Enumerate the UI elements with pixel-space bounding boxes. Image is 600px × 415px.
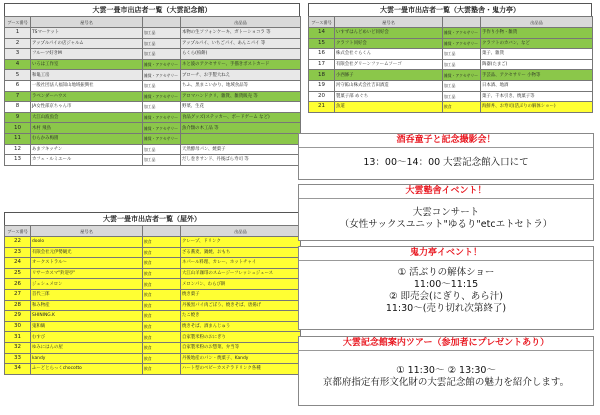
genre-cell: 飲食 <box>143 279 181 290</box>
genre-cell: 加工品 <box>443 59 481 70</box>
vendor-name-cell: 首代三郎 <box>31 289 143 300</box>
item-cell: 自家製米粉のおにぎり <box>181 332 301 343</box>
table-row <box>309 70 593 81</box>
event-line: 京都府指定有形文化財の大雲記念館の魅力を紹介します。 <box>322 377 570 388</box>
item-cell: 自家製米粉のお惣菜、弁当等 <box>181 342 301 353</box>
header-genre <box>143 226 181 237</box>
event-line: 11:00～11:15 <box>413 279 479 290</box>
vendor-name-cell: むすび <box>31 332 143 343</box>
vendor-name-cell: doolo <box>31 237 143 248</box>
genre-cell: 飲食 <box>143 332 181 343</box>
booth-number-cell: 4 <box>5 59 31 70</box>
genre-cell: 雑貨・アクセサリー <box>143 70 181 81</box>
table-row <box>309 91 593 102</box>
genre-cell: 雑貨・アクセサリー <box>143 112 181 123</box>
item-cell: ハート型のベビーカステラドリンク各種 <box>181 364 301 375</box>
item-cell: 本物の生ソフォンケーキ、ガトーショコラ 等 <box>181 28 301 39</box>
table-row <box>5 80 301 91</box>
table-row <box>5 144 301 155</box>
genre-cell: 飲食 <box>143 268 181 279</box>
vendor-name-cell: フルーツ好きM <box>31 49 143 60</box>
genre-cell: 加工品 <box>143 102 181 113</box>
genre-cell: 飲食 <box>143 311 181 322</box>
event-body <box>299 199 593 231</box>
booth-number-cell: 1 <box>5 28 31 39</box>
vendor-table <box>4 16 301 166</box>
genre-cell: 加工品 <box>443 80 481 91</box>
table-title: 大雲一畳市出店者一覧（屋外） <box>4 212 300 225</box>
vendor-name-cell: 和み物産 <box>31 300 143 311</box>
booth-number-cell: 16 <box>309 49 335 60</box>
vendor-name-cell: クラフト同好会 <box>335 38 443 49</box>
vendor-name-cell: アップルパイの店ジャルム <box>31 38 143 49</box>
vendor-table <box>308 16 593 113</box>
table-title: 大雲一畳市出店者一覧（大雲塾舎・鬼力亭） <box>308 3 592 16</box>
table-row <box>5 247 301 258</box>
table-row <box>5 332 301 343</box>
item-cell: ネパール料理、カレー、ホットチャイ <box>181 258 301 269</box>
table-row <box>5 70 301 81</box>
genre-cell: 飲食 <box>143 300 181 311</box>
event-line: ② 即売会(にぎり、あら汁) <box>389 291 503 302</box>
genre-cell: 加工品 <box>143 28 181 39</box>
genre-cell: 飲食 <box>143 237 181 248</box>
booth-number-cell: 18 <box>309 70 335 81</box>
item-cell: 陶器(たまご) <box>481 59 593 70</box>
item-cell: 大江山羊珈琲のスムージーフレッシュジュース <box>181 268 301 279</box>
item-cell: 手芸品、アクセサリー 小物等 <box>481 70 593 81</box>
table-row <box>5 258 301 269</box>
table-row <box>5 155 301 166</box>
item-cell: メロンパン、わらび餅 <box>181 279 301 290</box>
vendor-name-cell: kandy <box>31 353 143 364</box>
booth-number-cell: 23 <box>5 247 31 258</box>
item-cell: だし巻きサンド、丹後ばら寿司 等 <box>181 155 301 166</box>
event-line: ① 活ぶりの解体ショー <box>397 267 495 278</box>
booth-number-cell: 24 <box>5 258 31 269</box>
vendor-name-cell: 木村 飛鳥 <box>31 123 143 134</box>
header-name: 屋号名 <box>31 17 143 28</box>
event-body <box>299 351 593 389</box>
vendor-table-jukusha <box>308 3 592 113</box>
booth-number-cell: 32 <box>5 342 31 353</box>
booth-number-cell: 22 <box>5 237 31 248</box>
booth-number-cell: 9 <box>5 112 31 123</box>
genre-cell: 飲食 <box>143 289 181 300</box>
booth-number-cell: 28 <box>5 300 31 311</box>
table-row <box>5 123 301 134</box>
genre-cell: 加工品 <box>143 38 181 49</box>
vendor-name-cell: 魚道 <box>335 102 443 113</box>
item-cell: ちふ、黒まこいかり、地域食品等 <box>181 80 301 91</box>
vendor-name-cell: ラベンダーハウス <box>31 91 143 102</box>
vendor-name-cell: リサーカスマ"鈴迎亭" <box>31 268 143 279</box>
vendor-name-cell: あまフキッチン <box>31 144 143 155</box>
event-kirikitei <box>298 246 594 330</box>
vendor-name-cell: 株式会社ぐらくん <box>335 49 443 60</box>
vendor-name-cell: 小西修子 <box>335 70 443 81</box>
item-cell: ざる蕎麦、鍋焼、おもち <box>181 247 301 258</box>
item-cell <box>181 133 301 144</box>
header-item: 出品品 <box>181 226 301 237</box>
vendor-name-cell: 和亀工房 <box>31 70 143 81</box>
vendor-name-cell: 有限会社グリーンファームソーゴ <box>335 59 443 70</box>
vendor-name-cell: むらかみ梅園 <box>31 133 143 144</box>
table-row <box>309 38 593 49</box>
table-title: 大雲一畳市出店者一覧（大雲記念館） <box>4 3 300 16</box>
table-row <box>5 49 301 60</box>
genre-cell: 飲食 <box>143 258 181 269</box>
vendor-name-cell: ふーどとらっくchocotto <box>31 364 143 375</box>
header-item: 出品品 <box>481 17 593 28</box>
booth-number-cell: 5 <box>5 70 31 81</box>
event-photo-session <box>298 133 594 180</box>
vendor-name-cell: いろは工作室 <box>31 59 143 70</box>
item-cell: 焼き菓子 <box>181 289 301 300</box>
vendor-name-cell: 製菓子部 めぐち <box>335 91 443 102</box>
event-line: 大雲コンサート <box>412 207 480 218</box>
event-title: 鬼力亭イベント！ <box>299 247 593 261</box>
item-cell: 丹後地産のパン・焼菓子、Kandy <box>181 353 301 364</box>
booth-number-cell: 34 <box>5 364 31 375</box>
header-item: 出品品 <box>181 17 301 28</box>
booth-number-cell: 2 <box>5 38 31 49</box>
vendor-name-cell: 大江山波魚会 <box>31 112 143 123</box>
vendor-name-cell: ジュシュメロン <box>31 279 143 290</box>
table-row <box>309 28 593 39</box>
table-row <box>309 80 593 91</box>
genre-cell: 加工品 <box>143 49 181 60</box>
genre-cell: 飲食 <box>143 353 181 364</box>
event-title: 酒呑童子と記念撮影会！ <box>299 134 593 148</box>
booth-number-cell: 21 <box>309 102 335 113</box>
booth-number-cell: 12 <box>5 144 31 155</box>
header-genre <box>443 17 481 28</box>
booth-number-cell: 7 <box>5 91 31 102</box>
booth-number-cell: 11 <box>5 133 31 144</box>
item-cell: アップルパイ、いちごパイ、あんこパイ 等 <box>181 38 301 49</box>
event-title: 大雲塾舎イベント！ <box>299 185 593 199</box>
vendor-name-cell: オークストラル〜 <box>31 258 143 269</box>
item-cell: 天然酵母パン、焼菓子 <box>181 144 301 155</box>
genre-cell: 加工品 <box>443 91 481 102</box>
table-row <box>5 268 301 279</box>
booth-number-cell: 26 <box>5 279 31 290</box>
booth-number-cell: 30 <box>5 321 31 332</box>
genre-cell: 雑貨・アクセサリー <box>143 59 181 70</box>
table-row <box>309 59 593 70</box>
event-body <box>299 148 593 169</box>
item-cell: ブローチ、お手製大ねえ <box>181 70 301 81</box>
table-row <box>5 237 301 248</box>
event-line: 11:30～(売り切れ次第終了) <box>385 303 507 314</box>
booth-number-cell: 10 <box>5 123 31 134</box>
genre-cell: 雑貨・アクセサリー <box>143 133 181 144</box>
genre-cell: 雑貨・アクセサリー <box>143 123 181 134</box>
booth-number-cell: 15 <box>309 38 335 49</box>
table-row <box>5 59 301 70</box>
vendor-name-cell: TSマーケット <box>31 28 143 39</box>
table-row <box>5 311 301 322</box>
genre-cell: 飲食 <box>143 321 181 332</box>
table-row <box>5 353 301 364</box>
item-cell: 食品グッズ(ステッカー、ボードゲーム など) <box>181 112 301 123</box>
genre-cell: 雑貨・アクセサリー <box>443 38 481 49</box>
booth-number-cell: 6 <box>5 80 31 91</box>
table-row <box>5 321 301 332</box>
vendor-name-cell: ゆみにはんの屋 <box>31 342 143 353</box>
item-cell: 菓子、千本引き、焼菓子等 <box>481 91 593 102</box>
header-name: 屋号名 <box>31 226 143 237</box>
vendor-name-cell: SHINING.K <box>31 311 143 322</box>
table-row <box>5 342 301 353</box>
genre-cell: 飲食 <box>143 247 181 258</box>
genre-cell: 加工品 <box>143 155 181 166</box>
booth-number-cell: 14 <box>309 28 335 39</box>
table-row <box>5 28 301 39</box>
vendor-name-cell: 河守鉱山株式会社吉田酒造 <box>335 80 443 91</box>
header-booth: ブース番号 <box>309 17 335 28</box>
table-row <box>309 49 593 60</box>
booth-number-cell: 33 <box>5 353 31 364</box>
genre-cell: 飲食 <box>443 102 481 113</box>
booth-number-cell: 31 <box>5 332 31 343</box>
booth-number-cell: 29 <box>5 311 31 322</box>
table-row <box>5 38 301 49</box>
item-cell: 日本酒、地酒 <box>481 80 593 91</box>
genre-cell: 加工品 <box>143 80 181 91</box>
genre-cell: 雑貨・アクセサリー <box>143 91 181 102</box>
event-body <box>299 261 593 315</box>
table-row <box>5 364 301 375</box>
genre-cell: 雑貨・アクセサリー <box>443 28 481 39</box>
vendor-name-cell: JA女性部京ちゃん市 <box>31 102 143 113</box>
event-line: ① 11:30～ ② 13:30～ <box>396 365 496 376</box>
booth-number-cell: 13 <box>5 155 31 166</box>
item-cell: 手作り小物・雑貨 <box>481 28 593 39</box>
booth-number-cell: 25 <box>5 268 31 279</box>
item-cell: クラフトのカバン、など <box>481 38 593 49</box>
event-line: （女性サックスユニット"ゆるり"etcエトセトラ） <box>339 219 553 230</box>
header-genre <box>143 17 181 28</box>
table-row <box>5 91 301 102</box>
vendor-name-cell: 鬼和鶴 <box>31 321 143 332</box>
booth-number-cell: 19 <box>309 80 335 91</box>
genre-cell: 飲食 <box>143 364 181 375</box>
table-row <box>5 289 301 300</box>
header-name: 屋号名 <box>335 17 443 28</box>
genre-cell: 加工品 <box>443 49 481 60</box>
vendor-name-cell: いすずはんどめいど同好会 <box>335 28 443 39</box>
event-line: 13：00～14：00 大雲記念館入口にて <box>363 157 529 168</box>
item-cell: たこ焼き <box>181 311 301 322</box>
item-cell: 魚介類の木工品 等 <box>181 123 301 134</box>
header-booth: ブース番号 <box>5 226 31 237</box>
vendor-table-outdoor <box>4 212 300 375</box>
event-tour <box>298 336 594 406</box>
vendor-table-kinenkan <box>4 3 300 166</box>
header-booth: ブース番号 <box>5 17 31 28</box>
genre-cell: 加工品 <box>143 144 181 155</box>
item-cell: 野菜、生花 <box>181 102 301 113</box>
booth-number-cell: 20 <box>309 91 335 102</box>
table-row <box>309 102 593 113</box>
item-cell: 海鮮丼、お寿司(活ぶりの解体ショー) <box>481 102 593 113</box>
item-cell: ネと波のアクセサリー、手描きポストカード <box>181 59 301 70</box>
booth-number-cell: 3 <box>5 49 31 60</box>
vendor-table <box>4 225 301 375</box>
item-cell: クレープ、ドリンク <box>181 237 301 248</box>
table-row <box>5 300 301 311</box>
table-row <box>5 112 301 123</box>
table-row <box>5 279 301 290</box>
item-cell: らくら(柏餅) <box>181 49 301 60</box>
booth-number-cell: 27 <box>5 289 31 300</box>
table-row <box>5 133 301 144</box>
vendor-name-cell: 一般社団法人福知山地域振興社 <box>31 80 143 91</box>
event-title: 大雲記念館案内ツアー（参加者にプレゼントあり） <box>299 337 593 351</box>
item-cell: 焼きそば、酒まんじゅう <box>181 321 301 332</box>
item-cell: 菓子、雑貨 <box>481 49 593 60</box>
booth-number-cell: 17 <box>309 59 335 70</box>
genre-cell: 飲食 <box>143 342 181 353</box>
genre-cell: 雑貨・アクセサリー <box>443 70 481 81</box>
table-row <box>5 102 301 113</box>
booth-number-cell: 8 <box>5 102 31 113</box>
event-jukusha <box>298 184 594 241</box>
item-cell: 丹後黒パイ肉ごぼう、焼きそば、唐揚げ <box>181 300 301 311</box>
vendor-name-cell: カフェ・ルミエール <box>31 155 143 166</box>
item-cell: アロマハンドクリ、雑貨、雑貨販売 等 <box>181 91 301 102</box>
vendor-name-cell: 有限会社元伊勢観光 <box>31 247 143 258</box>
